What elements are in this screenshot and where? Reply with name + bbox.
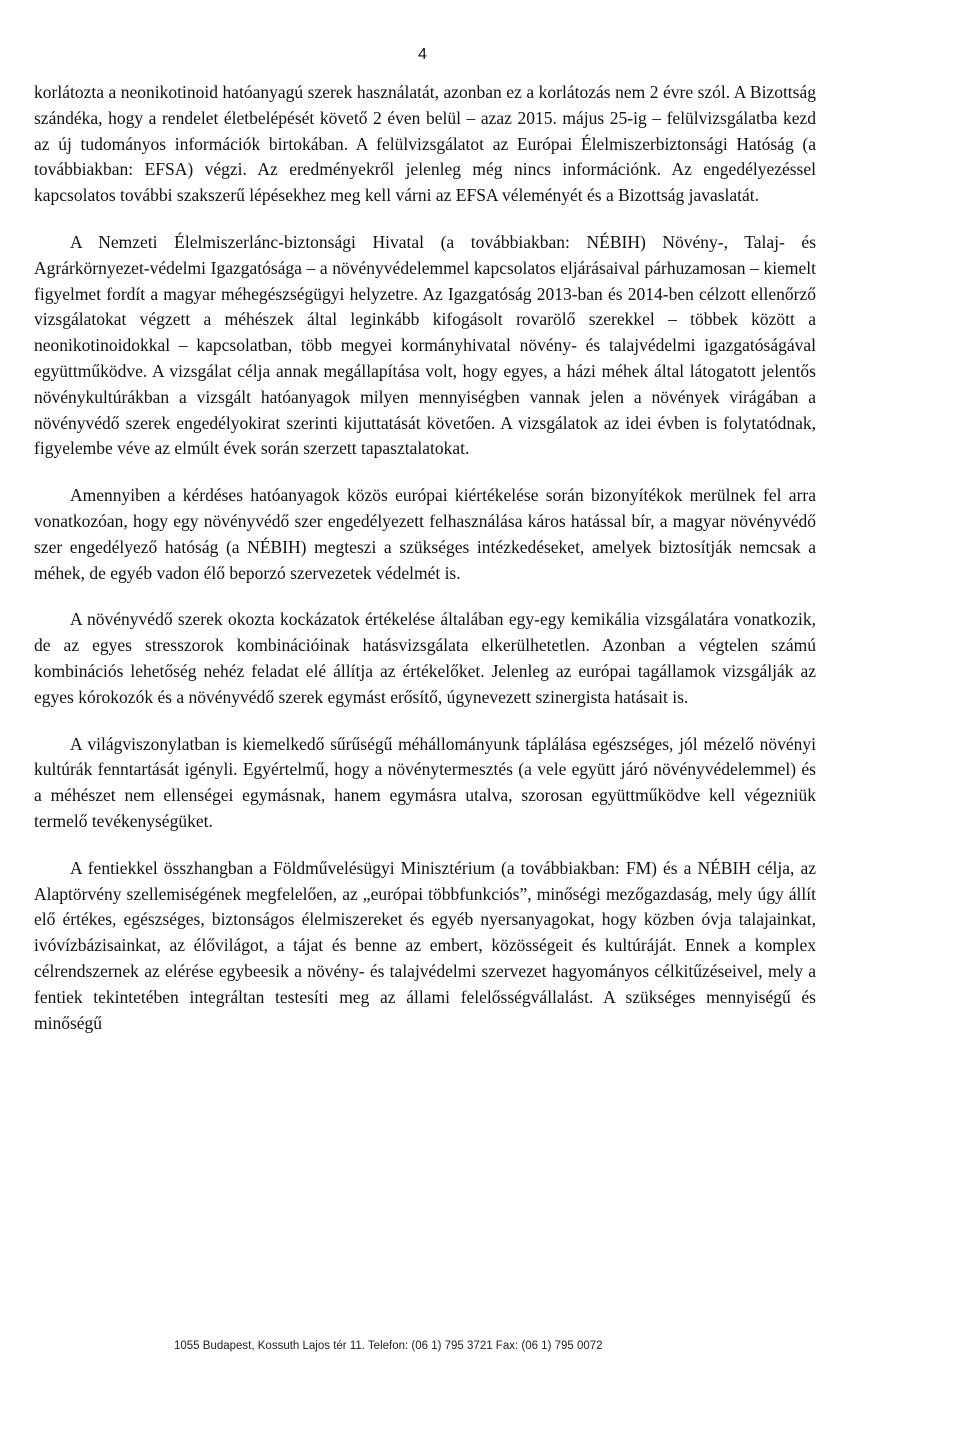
- footer-contact: 1055 Budapest, Kossuth Lajos tér 11. Telefon: (06 1) 795 3721 Fax: (06 1) 795 0072: [174, 1340, 603, 1352]
- paragraph-risk-assessment: A növényvédő szerek okozta kockázatok értékelése általában egy-egy kemikália vizsgálatára vonatkozik, de az egyes stresszorok kombinációinak hatásvizsgálata elkerülhetetlen. Azonban a végtelen számú kombinációs lehetőség nehéz feladat elé állítja az értékelőket. Jelenleg az európai tagállamok vizsgálják az egyes kórokozók és a növényvédő szerek egymást erősítő, úgynevezett szinergista hatásait is.: [34, 609, 816, 707]
- document-body: [34, 80, 816, 1057]
- page-number: 4: [418, 46, 427, 63]
- paragraph-evaluation-evidence: Amennyiben a kérdéses hatóanyagok közös európai kiértékelése során bizonyítékok merülnek fel arra vonatkozóan, hogy egy növényvédő szer engedélyezett felhasználása káros hatással bír, a magyar növényvédő szer engedélyező hatóság (a NÉBIH) megteszi a szükséges intézkedéseket, amelyek biztosítják nemcsak a méhek, de egyéb vadon élő beporzó szervezetek védelmét is.: [34, 485, 816, 583]
- paragraph-ministry-goals: A fentiekkel összhangban a Földművelésügyi Minisztérium (a továbbiakban: FM) és a NÉBIH célja, az Alaptörvény szellemiségének megfelelően, az „európai többfunkciós”, minőségi mezőgazdaság, mely úgy állít elő értékes, egészséges, biztonságos élelmiszereket és egyéb nyersanyagokat, hogy közben óvja talajainkat, ivóvízbázisainkat, az élővilágot, a tájat és benne az embert, közösségeit és kultúráját. Ennek a komplex célrendszernek az elérése egybeesik a növény- és talajvédelmi szervezet hagyományos célkitűzéseivel, mely a fentiek tekintetében integráltan testesíti meg az állami felelősségvállalást. A szükséges mennyiségű és minőségű: [34, 857, 816, 1033]
- paragraph-continued: korlátozta a neonikotinoid hatóanyagú szerek használatát, azonban ez a korlátozás nem 2 évre szól. A Bizottság szándéka, hogy a rendelet életbelépését követő 2 éven belül – azaz 2015. május 25-ig – felülvizsgálatba kezd az új tudományos információk birtokában. A felülvizsgálatot az Európai Élelmiszerbiztonsági Hatóság (a továbbiakban: EFSA) végzi. Az eredményekről jelenleg még nincs információnk. Az engedélyezéssel kapcsolatos további szakszerű lépésekhez meg kell várni az EFSA véleményét és a Bizottság javaslatát.: [34, 82, 816, 206]
- paragraph-nebih-inspection: A Nemzeti Élelmiszerlánc-biztonsági Hivatal (a továbbiakban: NÉBIH) Növény-, Talaj- és Agrárkörnyezet-védelmi Igazgatósága – a növényvédelemmel kapcsolatos eljárásaival párhuzamosan – kiemelt figyelmet fordít a magyar méhegészségügyi helyzetre. Az Igazgatóság 2013-ban és 2014-ben célzott ellenőrző vizsgálatokat végzett a méhészek által leginkább kifogásolt rovarölő szerekkel – többek között a neonikotinoidokkal – kapcsolatban, több megyei kormányhivatal növény- és talajvédelmi igazgatóságával együttműködve. A vizsgálat célja annak megállapítása volt, hogy egyes, a házi méhek által látogatott jelentős növénykultúrákban a vizsgált hatóanyagok milyen mennyiségben vannak jelen a növények virágában a növényvédő szerek engedélyokirat szerinti kijuttatását követően. A vizsgálatok az idei évben is folytatódnak, figyelembe véve az elmúlt évek során szerzett tapasztalatokat.: [34, 231, 816, 459]
- paragraph-bee-population: A világviszonylatban is kiemelkedő sűrűségű méhállományunk táplálása egészséges, jól mézelő növényi kultúrák fenntartását igényli. Egyértelmű, hogy a növénytermesztés (a vele együtt járó növényvédelemmel) és a méhészet nem ellenségei egymásnak, hanem egymásra utalva, szorosan együttműködve kell végezniük termelő tevékenységüket.: [34, 733, 816, 831]
